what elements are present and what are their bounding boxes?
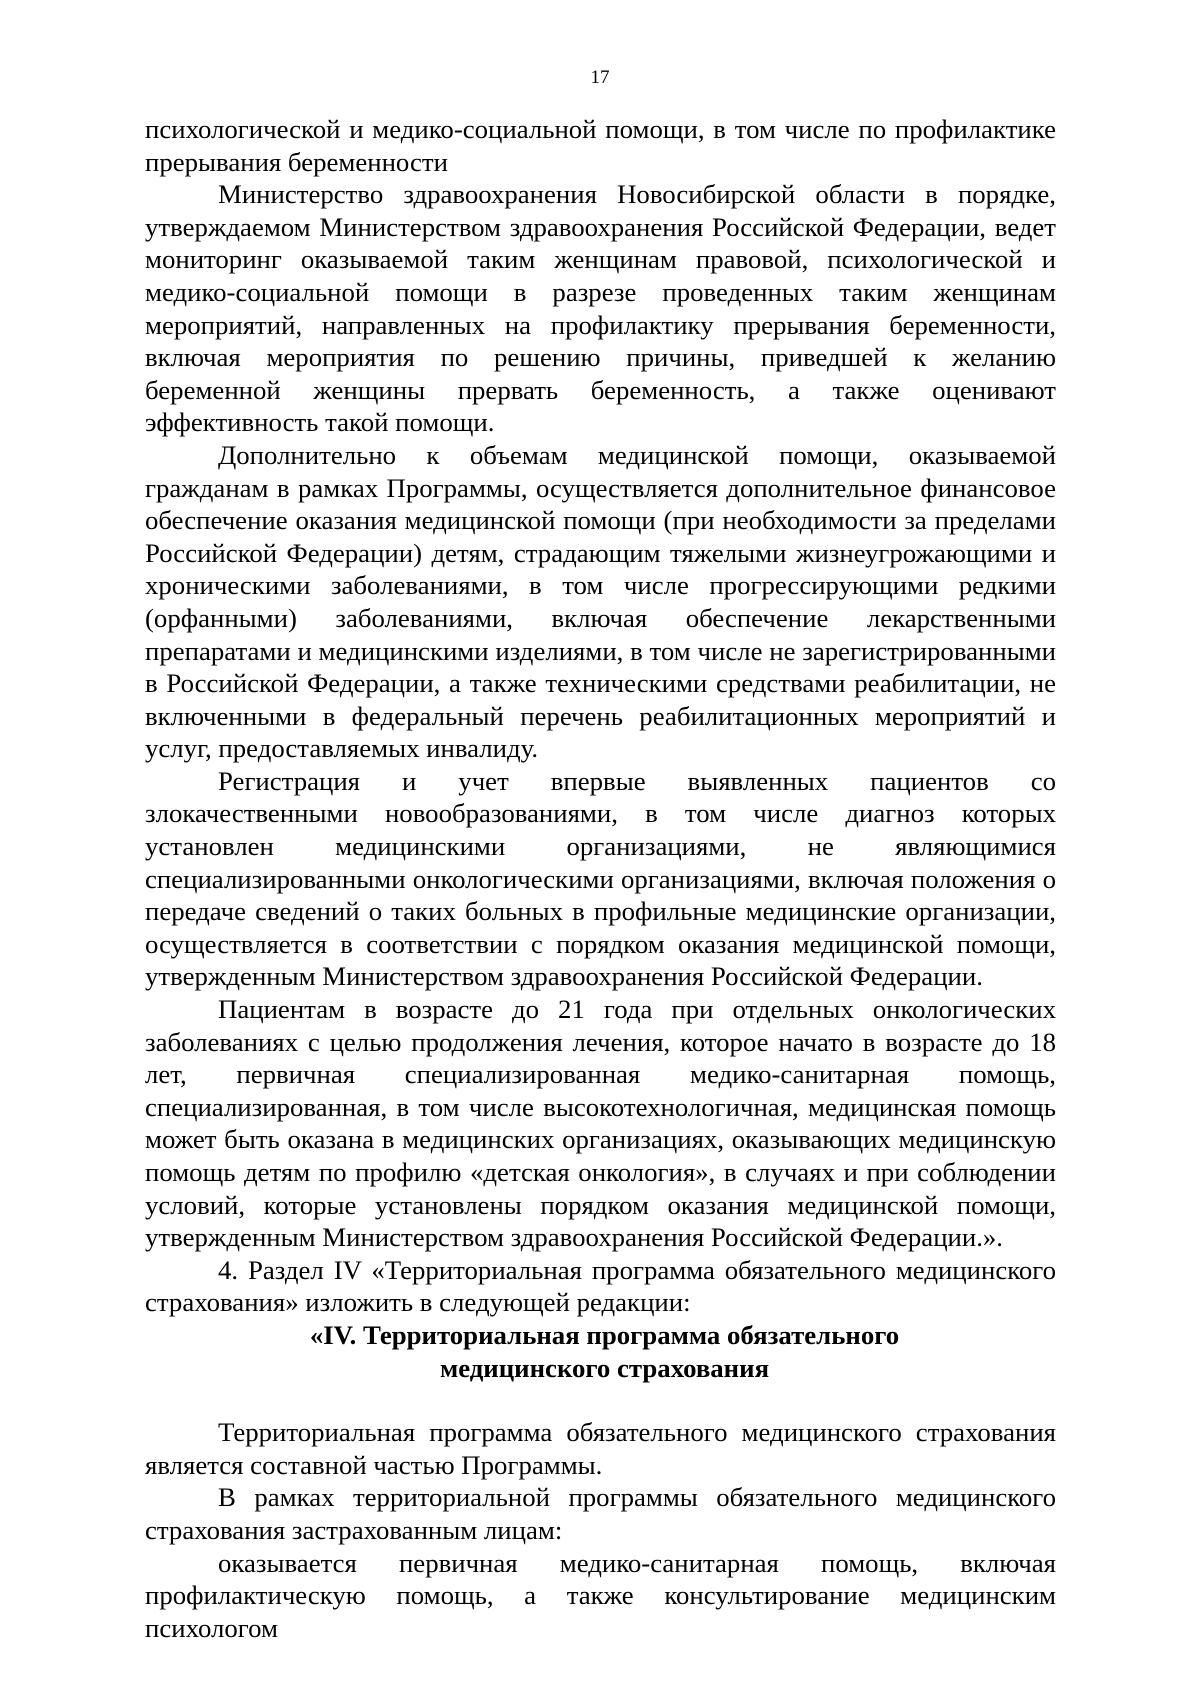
page-number: 17 [590,67,610,88]
section-heading-line: «IV. Территориальная программа обязательного [309,1319,900,1350]
paragraph: Регистрация и учет впервые выявленных пациентов со злокачественными новообразованиями, в том числе диагноз которых установлен медицинскими организациями, не являющимися специализированными онкологическими организациями, включая положения о передаче сведений о таких больных в профильные медицинские организации, осуществляется в соответствии с порядком оказания медицинской помощи, утвержденным Министерством здравоохранения Российской Федерации. [145,765,1056,992]
paragraph: оказывается первичная медико-санитарная помощь, включая профилактическую помощь, а также консультирование медицинским психологом [145,1547,1056,1643]
document-body [145,113,1056,1644]
paragraph: Министерство здравоохранения Новосибирской области в порядке, утверждаемом Министерством здравоохранения Российской Федерации, ведет мониторинг оказываемой таким женщинам правовой, психологической и медико-социальной помощи в разрезе проведенных таким женщинам мероприятий, направленных на профилактику прерывания беременности, включая мероприятия по решению причины, приведшей к желанию беременной женщины прервать беременность, а также оценивают эффективность такой помощи. [145,179,1056,438]
paragraph: психологической и медико-социальной помощи, в том числе по профилактике прерывания беременности [145,114,1056,177]
section-heading-line: медицинского страхования [439,1352,770,1383]
paragraph: Дополнительно к объемам медицинской помощи, оказываемой гражданам в рамках Программы, осуществляется дополнительное финансовое обеспечение оказания медицинской помощи (при необходимости за пределами Российской Федерации) детям, страдающим тяжелыми жизнеугрожающими и хроническими заболеваниями, в том числе прогрессирующими редкими (орфанными) заболеваниями, включая обеспечение лекарственными препаратами и медицинскими изделиями, в том числе не зарегистрированными в Российской Федерации, а также техническими средствами реабилитации, не включенными в федеральный перечень реабилитационных мероприятий и услуг, предоставляемых инвалиду. [145,439,1056,764]
section-heading [145,1319,1056,1384]
paragraph: Пациентам в возрасте до 21 года при отдельных онкологических заболеваниях с целью продолжения лечения, которое начато в возрасте до 18 лет, первичная специализированная медико-санитарная помощь, специализированная, в том числе высокотехнологичная, медицинская помощь может быть оказана в медицинских организациях, оказывающих медицинскую помощь детям по профилю «детская онкология», в случаях и при соблюдении условий, которые установлены порядком оказания медицинской помощи, утвержденным Министерством здравоохранения Российской Федерации.». [145,994,1056,1253]
paragraph: Территориальная программа обязательного медицинского страхования является составной частью Программы. [145,1417,1056,1480]
paragraph: В рамках территориальной программы обязательного медицинского страхования застрахованным лицам: [145,1482,1056,1545]
paragraph: 4. Раздел IV «Территориальная программа обязательного медицинского страхования» изложить в следующей редакции: [145,1254,1056,1318]
spacer [145,1384,1056,1416]
